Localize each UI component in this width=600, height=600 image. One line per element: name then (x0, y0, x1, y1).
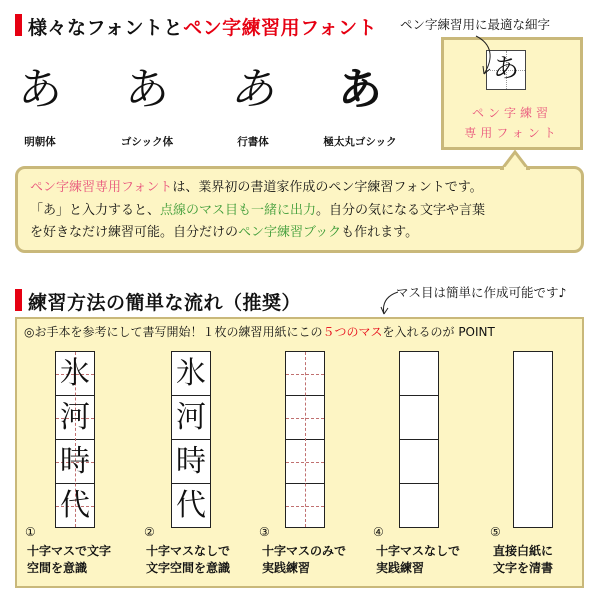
practice-column-3 (285, 351, 325, 528)
practice-column-5 (513, 351, 553, 528)
column-cell (400, 352, 438, 396)
info-line-2: 「あ」と入力すると、点線のマス目も一緒に出力。自分の気になる文字や言葉 (30, 202, 486, 218)
kanji-4: 代 (176, 488, 206, 523)
practice-column-4 (399, 351, 439, 528)
font-sample-gothic: あ (125, 64, 169, 115)
cross-guide-h4 (286, 506, 324, 507)
cross-guide-h2 (286, 418, 324, 419)
kanji-3: 時 (176, 444, 206, 479)
step-1-number: ① (25, 525, 36, 539)
practice-glyph: あ (492, 54, 519, 84)
font-sample-round-gothic: あ (338, 64, 382, 115)
step-4-caption: 十字マスなしで 実践練習 (376, 544, 461, 575)
kanji-4: 代 (60, 488, 90, 523)
section1-title: 様々なフォントとペン字練習用フォント (28, 17, 378, 39)
info-box (15, 166, 584, 253)
font-sample-mincho: あ (18, 64, 62, 115)
section2-title: 練習方法の簡単な流れ（推奨） (28, 292, 302, 314)
info-text (30, 177, 575, 245)
section1-marker (15, 14, 22, 36)
kanji-1: 氷 (60, 356, 90, 391)
section2-note: マス目は簡単に作成可能です♪ (396, 285, 567, 300)
step-5-caption: 直接白紙に 文字を清書 (493, 544, 554, 575)
practice-column-2 (171, 351, 211, 528)
note-pointer-arrow (470, 34, 510, 84)
practice-column-1 (55, 351, 95, 528)
info-box-tail (500, 150, 530, 170)
column-cell (400, 396, 438, 440)
step-3-caption: 十字マスのみで 実践練習 (262, 544, 347, 575)
method-intro: ◎お手本を参考にして書写開始！１枚の練習用紙にこの５つのマスを入れるのが POINT (24, 325, 495, 339)
info-line-3: を好きなだけ練習可能。自分だけのペン字練習ブックも作れます。 (30, 225, 419, 240)
step-3-number: ③ (259, 525, 270, 539)
kanji-2: 河 (176, 400, 206, 435)
font-label-gyosho: 行書体 (237, 136, 269, 148)
column-cell (400, 440, 438, 484)
kanji-2: 河 (60, 400, 90, 435)
step-4-number: ④ (373, 525, 384, 539)
step-2-caption: 十字マスなしで 文字空間を意識 (146, 544, 231, 575)
font-label-mincho: 明朝体 (24, 136, 56, 148)
kanji-3: 時 (60, 444, 90, 479)
info-line-1: ペン字練習専用フォントは、業界初の書道家作成のペン字練習フォントです。 (30, 180, 483, 195)
cross-guide-h3 (286, 462, 324, 463)
kanji-1: 氷 (176, 356, 206, 391)
section2-note-arrow (376, 288, 402, 318)
step-2-number: ② (144, 525, 155, 539)
note-line2: 専用フォント (464, 126, 560, 140)
cross-guide-h1 (286, 374, 324, 375)
pen-font-sample-box (441, 37, 583, 150)
note-line1: ペン字練習 (471, 106, 552, 120)
step-5-number: ⑤ (490, 525, 501, 539)
font-label-gothic: ゴシック体 (120, 136, 174, 148)
font-label-round-gothic: 極太丸ゴシック (323, 136, 397, 148)
font-sample-gyosho: あ (230, 64, 274, 115)
step-1-caption: 十字マスで文字 空間を意識 (27, 544, 112, 575)
section2-marker (15, 289, 22, 311)
cross-guide-vertical (305, 352, 306, 527)
note-caption: ペン字練習用に最適な細字 (400, 17, 551, 32)
